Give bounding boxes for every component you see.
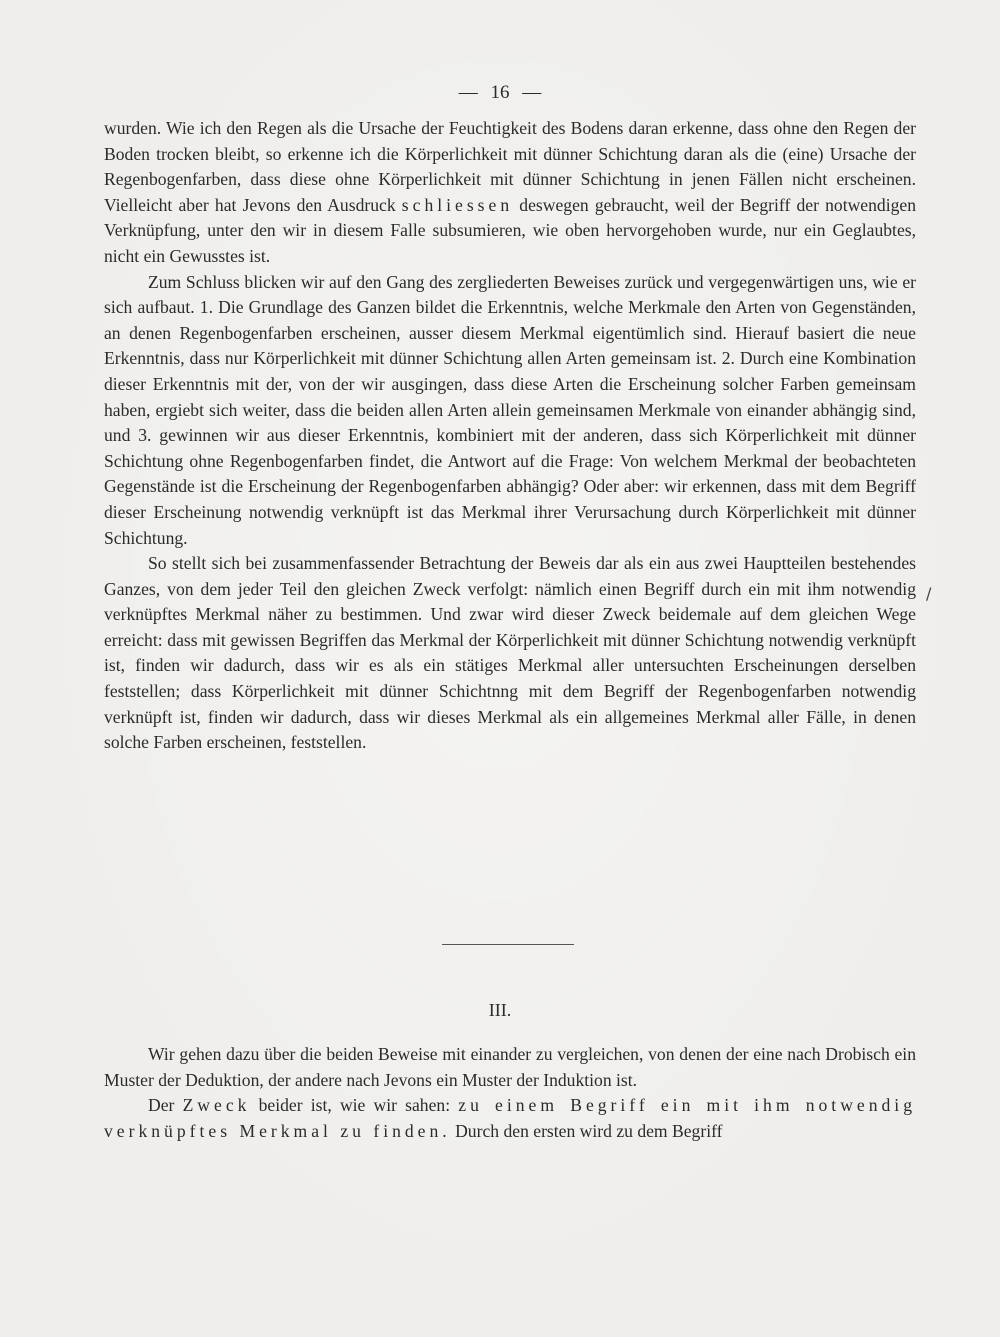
margin-mark-icon: / [926,584,932,603]
body-text-upper [104,116,916,756]
paragraph-der-zweck [104,1093,916,1144]
section-divider [442,944,574,945]
spaced-emphasis: zu einem Begriff ein mit ihm notwendig verknüpftes Merkmal zu finden. [104,1095,916,1141]
page-number: — 16 — [458,82,542,103]
text-segment: Der [148,1095,183,1116]
text-segment: deswegen gebraucht, weil der Begriff der notwendigen Verknüpfung, unter den wir in diesem Falle subsumieren, wie oben hervorgehoben wurde, nur ein Geglaubtes, nicht ein Gewusstes ist. [104,194,916,266]
text-segment: beider ist, wie wir sahen: [250,1095,459,1116]
paragraph-zum-schluss: Zum Schluss blicken wir auf den Gang des zergliederten Beweises zurück und vergegenwärtigen uns, wie er sich aufbaut. 1. Die Grundlage des Ganzen bildet die Erkenntnis, welche Merkmale den Arten von Gegenständen, an denen Regenbogenfarben erscheinen, ausser diesem Merkmal eigentümlich sind. Hierauf basiert die neue Erkenntnis, dass nur Körperlichkeit mit dünner Schichtung allen Arten gemeinsam ist. 2. Durch eine Kombination dieser Erkenntnis mit der, von der wir ausgingen, dass diese Arten die Erscheinung solcher Farben gemeinsam haben, ergiebt sich weiter, dass die beiden allen Arten allein gemeinsamen Merkmale von einander abhängig sind, und 3. gewinnen wir aus dieser Erkenntnis, kombiniert mit der anderen, dass sich Körperlichkeit mit dünner Schichtung ohne Regenbogenfarben findet, die Antwort auf die Frage: Von welchem Merkmal der beobachteten Gegenstände ist die Erscheinung der Regenbogenfarben abhängig? Oder aber: wir erkennen, dass mit dem Begriff dieser Erscheinung notwendig verknüpft ist das Merkmal ihrer Verursachung durch Körperlichkeit mit dünner Schichtung. [104,271,916,548]
body-text-lower [104,1042,916,1144]
paragraph-wir-gehen-dazu: Wir gehen dazu über die beiden Beweise mit einander zu vergleichen, von denen der eine nach Drobisch ein Muster der Deduktion, der andere nach Jevons ein Muster der Induktion ist. [104,1044,916,1090]
spaced-emphasis: Zweck [182,1095,251,1116]
paragraph-so-stellt-sich: So stellt sich bei zusammenfassender Betrachtung der Beweis dar als ein aus zwei Hauptteilen bestehendes Ganzes, von dem jeder Teil den gleichen Zweck verfolgt: nämlich einen Begriff durch ein mit ihm notwendig verknüpftes Merkmal näher zu bestimmen. Und zwar wird dieser Zweck beidemale auf dem gleichen Wege erreicht: dass mit gewissen Begriffen das Merkmal der Körperlichkeit mit dünner Schichtung notwendig verknüpft ist, finden wir dadurch, dass wir es als ein stätiges Merkmal aller untersuchten Erscheinungen derselben feststellen; dass Körperlichkeit mit dünner Schichtnng mit dem Begriff der Regenbogenfarben notwendig verknüpft ist, finden wir dadurch, dass wir dieses Merkmal als ein allgemeines Merkmal aller Fälle, in denen solche Farben erscheinen, feststellen. [104,553,916,753]
spaced-emphasis: schliessen [401,194,514,215]
text-segment: Durch den ersten wird zu dem Begriff [450,1120,723,1141]
paragraph-jevons-ausdruck [104,116,916,270]
text-segment: wurden. Wie ich den Regen als die Ursache der Feuchtigkeit des Bodens daran erkenne, dass ohne den Regen der Boden trocken bleibt, so erkenne ich die Körperlichkeit mit dünner Schichtung daran als die (eine) Ursache der Regenbogenfarben, dass diese ohne Körperlichkeit mit dünner Schichtung in jenen Fällen nicht erscheinen. Vielleicht aber hat Jevons den Ausdruck [104,118,916,215]
section-heading: III. [488,1000,512,1020]
